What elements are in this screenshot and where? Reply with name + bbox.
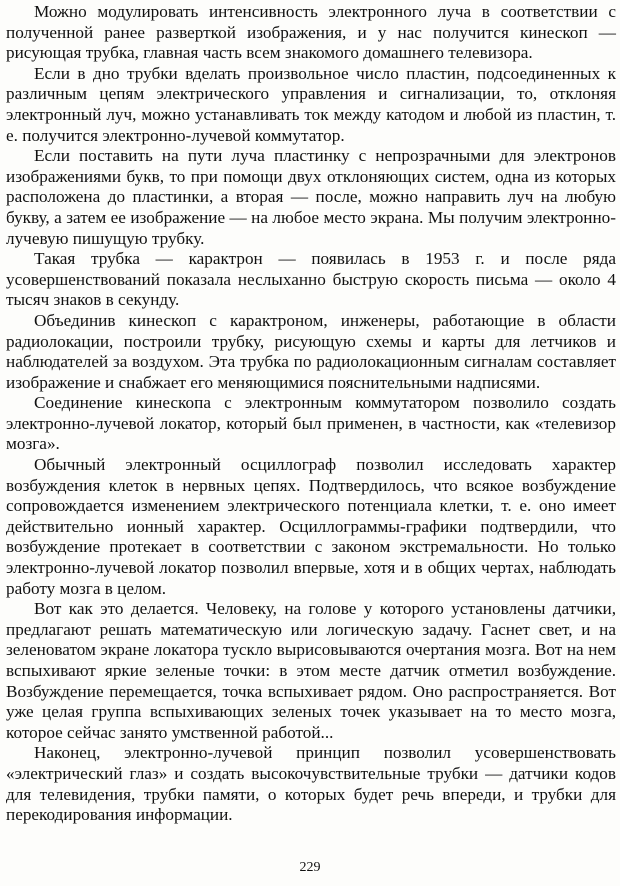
paragraph-writing-tube: Если поставить на пути луча пластинку с непрозрачными для электронов изображениями букв, то при помощи двух отклоняющих систем, одна из которых расположена до пластинки, а вторая — после, можно направить луч на любую букву, а затем ее изображение — на любое место экрана. Мы получим электронно-лучевую пишущую трубку.	[6, 146, 616, 248]
paragraph-brain-tv: Соединение кинескопа с электронным коммутатором позволило создать электронно-лучевой локатор, который был применен, в частности, как «телевизор мозга».	[6, 393, 616, 454]
paragraph-charactron: Такая трубка — карактрон — появилась в 1953 г. и после ряда усовершенствований показала неслыханно быструю скорость письма — около 4 тысяч знаков в секунду.	[6, 249, 616, 310]
page-body-text	[6, 2, 616, 826]
paragraph-oscillograph: Обычный электронный осциллограф позволил исследовать характер возбуждения клеток в нервных цепях. Подтвердилось, что всякое возбуждение сопровождается изменением электрического потенциала клетки, т. е. оно имеет действительно ионный характер. Осциллограммы-графики подтвердили, что возбуждение протекает в соответствии с законом экстремальности. Но только электронно-лучевой локатор позволил впервые, хотя и в общих чертах, наблюдать работу мозга в целом.	[6, 455, 616, 598]
page-number: 229	[299, 860, 321, 875]
paragraph-kinescope: Можно модулировать интенсивность электронного луча в соответствии с полученной ранее разверткой изображения, и у нас получится кинескоп — рисующая трубка, главная часть всем знакомого домашнего телевизора.	[6, 2, 616, 63]
paragraph-radar-tube: Объединив кинескоп с карактроном, инженеры, работающие в области радиолокации, построили трубку, рисующую схемы и карты для летчиков и наблюдателей за воздухом. Эта трубка по радиолокационным сигналам составляет изображение и снабжает его меняющимися пояснительными надписями.	[6, 310, 616, 392]
paragraph-brain-locator: Вот как это делается. Человеку, на голове у которого установлены датчики, предлагают решать математическую или логическую задачу. Гаснет свет, и на зеленоватом экране локатора тускло вырисовываются очертания мозга. Вот на нем вспыхивают яркие зеленые точки: в этом месте датчик отметил возбуждение. Возбуждение перемещается, точка вспыхивает рядом. Оно распространяется. Вот уже целая группа вспыхивающих зеленых точек указывает на то место мозга, которое сейчас занято умственной работой...	[6, 599, 616, 742]
paragraph-commutator: Если в дно трубки вделать произвольное число пластин, подсоединенных к различным цепям электрического управления и сигнализации, то, отклоняя электронный луч, можно устанавливать ток между катодом и любой из пластин, т. е. получится электронно-лучевой коммутатор.	[6, 63, 616, 145]
paragraph-electric-eye: Наконец, электронно-лучевой принцип позволил усовершенствовать «электрический глаз» и создать высокочувствительные трубки — датчики кодов для телевидения, трубки памяти, о которых будет речь впереди, и трубки для перекодирования информации.	[6, 743, 616, 825]
